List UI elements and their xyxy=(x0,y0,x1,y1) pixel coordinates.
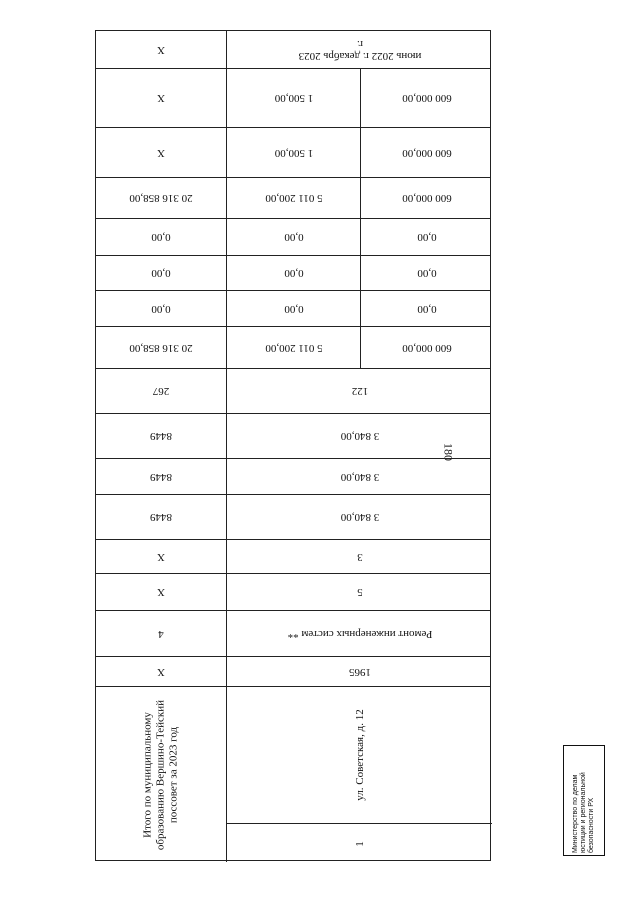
cell-value: 4 xyxy=(158,627,164,640)
table-cell xyxy=(226,540,492,573)
table-cell xyxy=(360,291,492,326)
table-row xyxy=(96,539,490,573)
cell-value: 20 316 858,00 xyxy=(129,192,193,204)
cell-value: 267 xyxy=(152,385,170,397)
stamp-text: Министерство по делам юстиции и региональной безопасности РХ xyxy=(572,771,595,853)
table-cell xyxy=(226,256,360,290)
cell-value: 0,00 xyxy=(416,267,437,279)
table-cell xyxy=(96,178,226,218)
table-cell xyxy=(360,178,492,218)
table-cell xyxy=(96,611,226,656)
table-cell xyxy=(96,128,226,177)
cell-value: 5 xyxy=(356,586,363,598)
table-row xyxy=(96,413,490,458)
table-cell xyxy=(360,69,492,127)
data-table xyxy=(95,30,491,861)
table-cell xyxy=(226,459,492,494)
table-row xyxy=(96,326,490,368)
table-cell xyxy=(96,69,226,127)
x-mark: X xyxy=(157,146,165,159)
table-cell xyxy=(96,369,226,413)
row-number: 1 xyxy=(353,840,366,847)
cell-value: 600 000,00 xyxy=(401,341,452,354)
table-cell xyxy=(96,327,226,368)
cell-value: 0,00 xyxy=(283,231,304,243)
table-cell xyxy=(360,128,492,177)
table-cell xyxy=(96,574,226,610)
table-cell xyxy=(360,219,492,255)
table-cell xyxy=(226,291,360,326)
table-row xyxy=(96,290,490,326)
table-cell xyxy=(226,574,492,610)
cell-value: 3 840,00 xyxy=(340,470,379,483)
table-cell xyxy=(226,178,360,218)
cell-value: X xyxy=(157,586,165,598)
cell-value: X xyxy=(157,550,165,563)
cell-value: 1 500,00 xyxy=(274,92,313,104)
table-cell xyxy=(226,327,360,368)
registration-stamp xyxy=(563,745,605,856)
cell-value: 0,00 xyxy=(151,267,171,279)
table-cell xyxy=(96,291,226,326)
cell-value: 3 840,00 xyxy=(340,511,379,523)
table-cell xyxy=(226,69,360,127)
total-label: Итого по муниципальному образованию Вершино-Тейский поссовет за 2023 год xyxy=(141,699,180,850)
table-cell xyxy=(96,540,226,573)
table-cell xyxy=(96,219,226,255)
cell-value: 600 000,00 xyxy=(401,146,452,159)
table-row xyxy=(96,31,490,68)
cell-value: 0,00 xyxy=(151,302,171,315)
cell-value: X xyxy=(157,665,165,678)
build-year: 1965 xyxy=(348,665,371,678)
table-cell xyxy=(226,219,360,255)
cell-value: 20 316 858,00 xyxy=(129,341,193,354)
cell-value: 8449 xyxy=(150,511,172,523)
table-cell xyxy=(96,256,226,290)
address-cell xyxy=(226,687,492,862)
table-row xyxy=(96,127,490,177)
table-row xyxy=(96,610,490,656)
cell-value: 600 000,00 xyxy=(401,192,452,204)
table-cell xyxy=(226,369,492,413)
table-cell xyxy=(226,495,492,539)
cell-value: 3 840,00 xyxy=(340,430,379,442)
cell-value: 0,00 xyxy=(283,267,304,279)
address: ул. Советская, д. 12 xyxy=(353,709,366,801)
table-row xyxy=(96,656,490,686)
table-cell xyxy=(226,657,492,686)
cell-value: 0,00 xyxy=(416,231,437,243)
table-cell xyxy=(226,414,492,458)
table-cell xyxy=(360,256,492,290)
table-row xyxy=(96,177,490,218)
table-cell xyxy=(360,327,492,368)
table-cell xyxy=(96,495,226,539)
work-type: Ремонт инженерных систем ** xyxy=(287,627,432,640)
cell-value: 3 xyxy=(356,550,363,563)
table-row xyxy=(96,368,490,413)
cell-value: 5 011 200,00 xyxy=(264,341,323,354)
table-cell xyxy=(96,459,226,494)
cell-value: 600 000,00 xyxy=(401,92,452,104)
x-mark: X xyxy=(157,43,165,56)
table-cell xyxy=(226,611,492,656)
table-row xyxy=(96,686,490,862)
table-row xyxy=(96,255,490,290)
cell-value: 0,00 xyxy=(283,302,304,315)
cell-value: 122 xyxy=(351,385,368,397)
x-mark: X xyxy=(157,92,165,104)
cell-value: 8449 xyxy=(150,430,172,442)
cell-value: 0,00 xyxy=(416,302,437,315)
table-cell xyxy=(226,31,492,68)
table-cell xyxy=(96,657,226,686)
total-label-cell xyxy=(96,687,226,862)
table-row xyxy=(96,218,490,255)
table-row xyxy=(96,68,490,127)
date-range: июнь 2022 г. декабрь 2023 г. xyxy=(298,37,421,62)
table-cell xyxy=(226,128,360,177)
table-cell xyxy=(96,31,226,68)
cell-value: 8449 xyxy=(150,470,172,483)
cell-value: 1 500,00 xyxy=(274,146,313,159)
table-row xyxy=(96,494,490,539)
table-cell xyxy=(96,414,226,458)
cell-value: 0,00 xyxy=(151,231,171,243)
table-row xyxy=(96,458,490,494)
table-row xyxy=(96,573,490,610)
cell-value: 5 011 200,00 xyxy=(264,192,323,204)
